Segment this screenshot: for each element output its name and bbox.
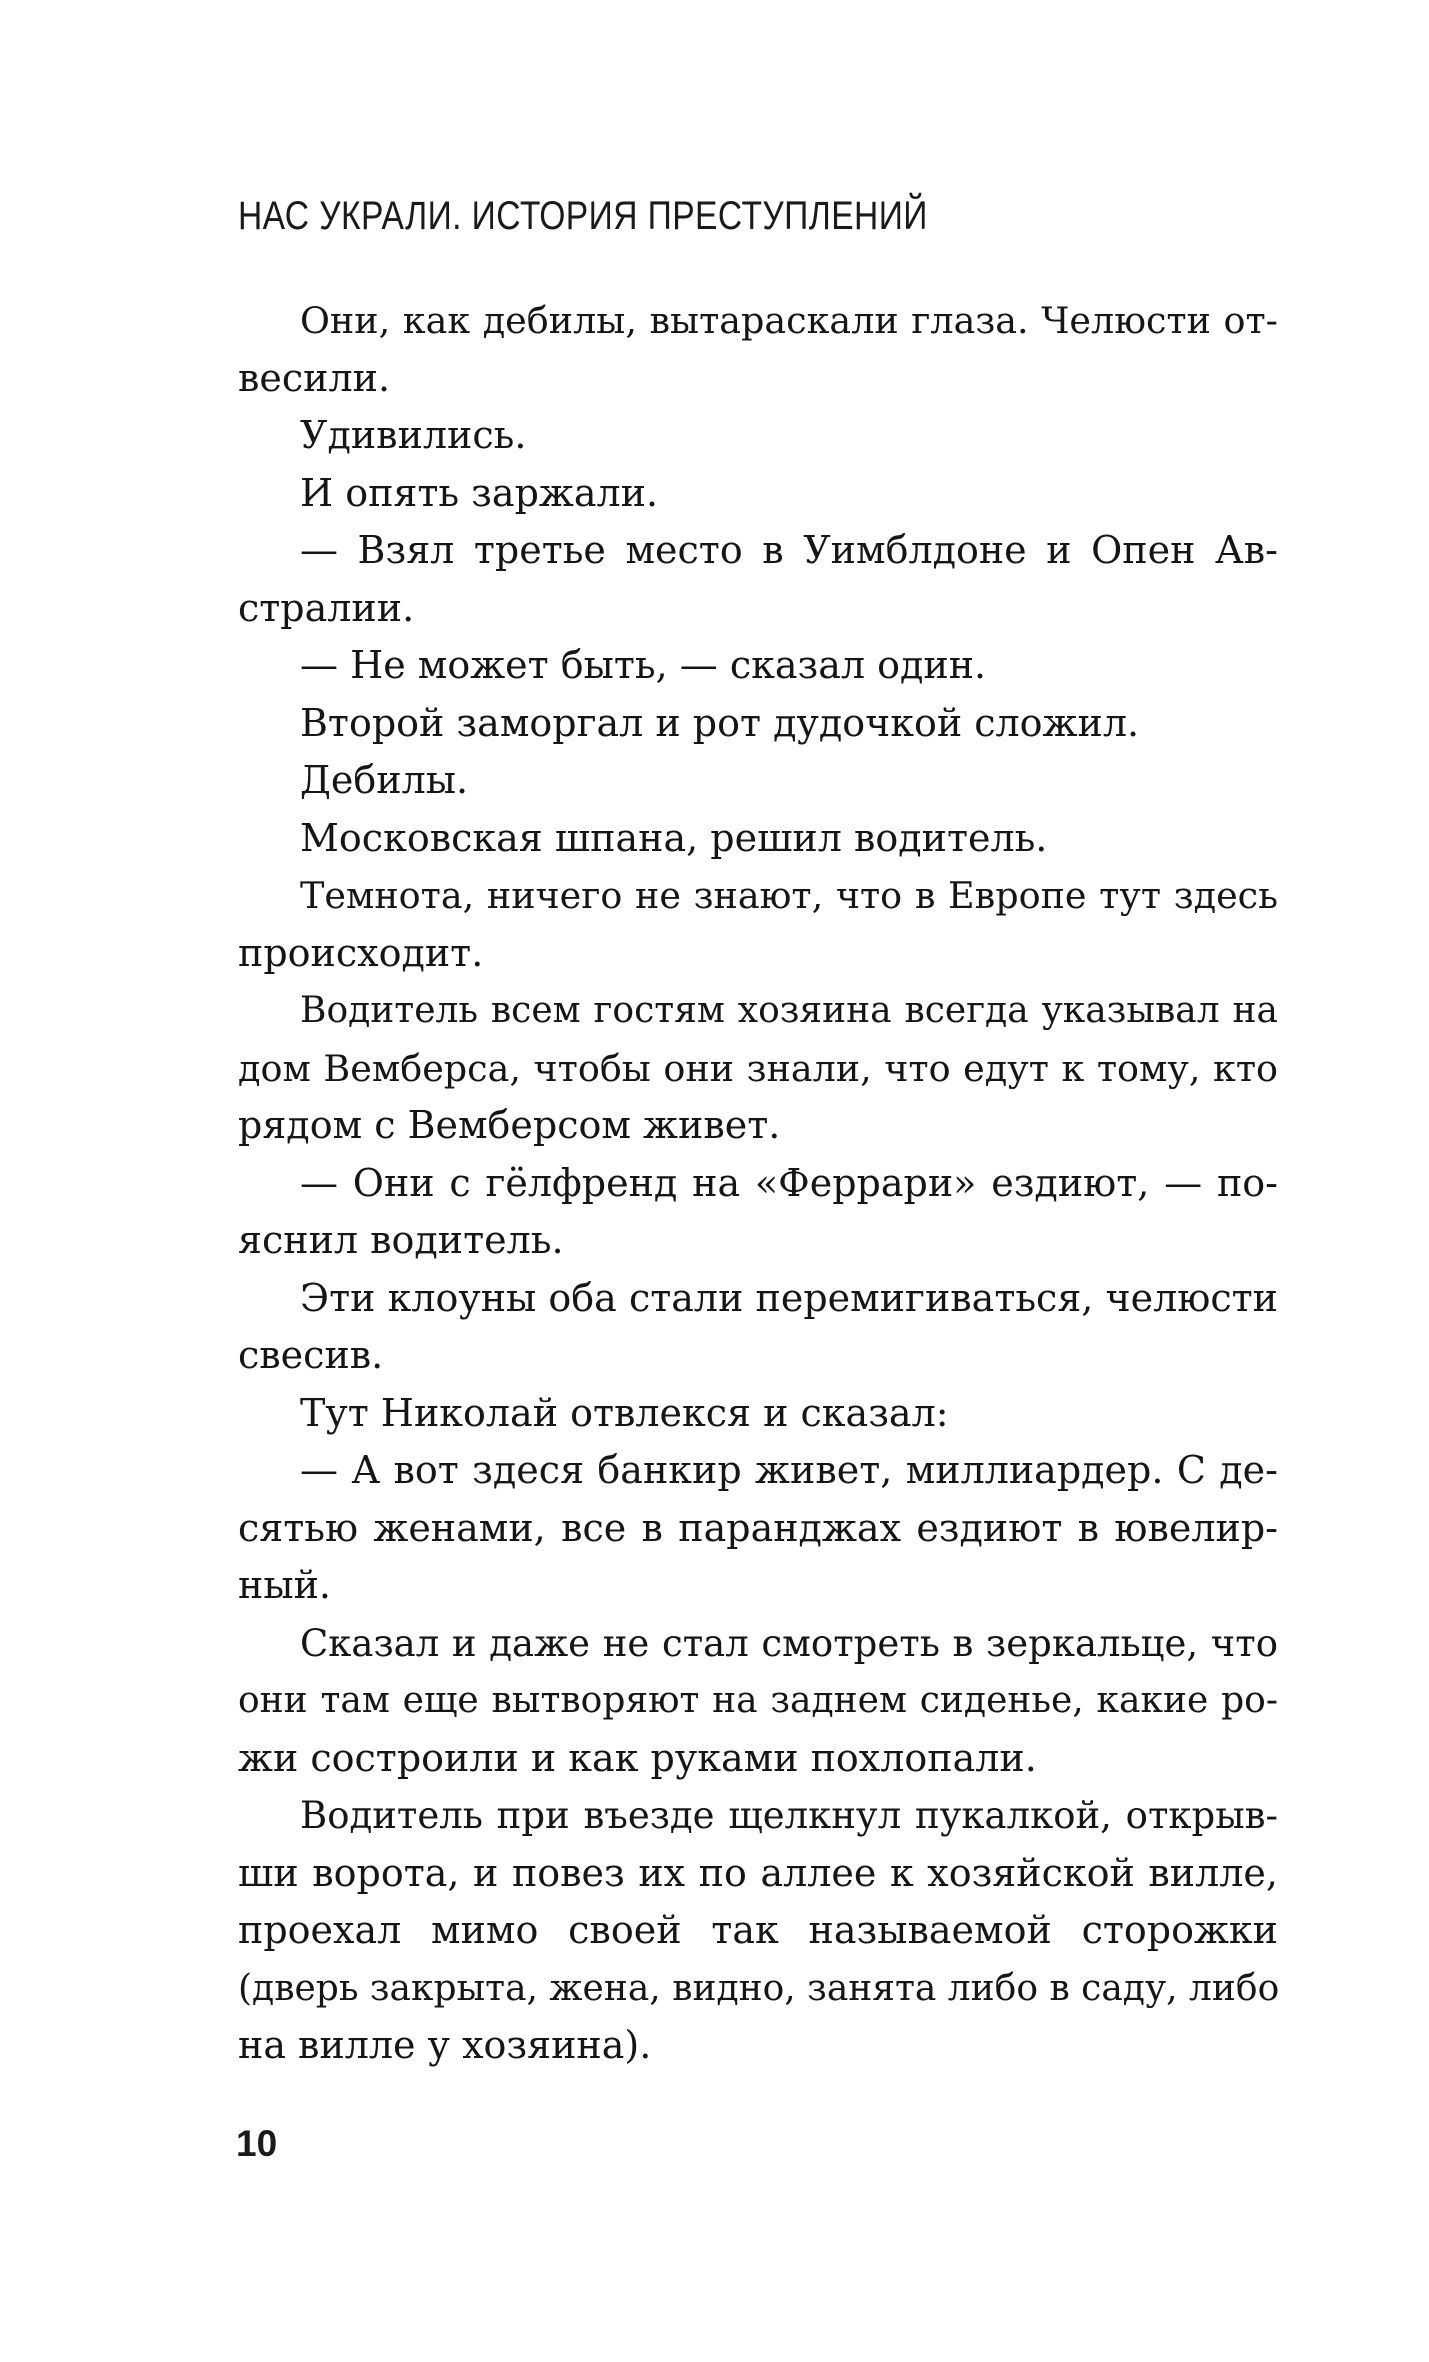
text-line: весили. xyxy=(238,355,391,400)
text-line: проехал мимо своей так называемой сторожки xyxy=(238,1908,1278,1952)
text-line: Темнота, ничего не знают, что в Европе тут здесь xyxy=(300,874,1278,917)
text-line: происходит. xyxy=(238,930,484,975)
text-line: — Взял третье место в Уимблдоне и Опен Ав- xyxy=(300,528,1278,572)
text-line: Сказал и даже не стал смотреть в зеркальце, что xyxy=(300,1621,1278,1665)
text-line: Водитель при въезде щелкнул пукалкой, открыв- xyxy=(300,1794,1278,1837)
text-line: они там еще вытворяют на заднем сиденье, какие ро- xyxy=(238,1680,1278,1721)
text-line: дом Вемберса, чтобы они знали, что едут к тому, кто xyxy=(238,1046,1278,1090)
text-line: ный. xyxy=(238,1563,331,1607)
text-line: И опять заржали. xyxy=(300,470,659,515)
text-line: свесив. xyxy=(238,1333,384,1377)
text-line: Удивились. xyxy=(300,413,527,457)
text-line: — Они с гёлфренд на «Феррари» ездиют, — по- xyxy=(300,1160,1278,1205)
text-line: яснил водитель. xyxy=(238,1218,564,1262)
text-line: Эти клоуны оба стали перемигиваться, челюсти xyxy=(300,1275,1278,1320)
page-number: 10 xyxy=(236,2123,278,2164)
text-line: — Не может быть, — сказал один. xyxy=(300,643,987,687)
text-line: Водитель всем гостям хозяина всегда указывал на xyxy=(300,990,1278,1031)
text-line: Дебилы. xyxy=(300,758,469,802)
text-line: Они, как дебилы, вытараскали глаза. Челюсти от- xyxy=(300,299,1278,342)
text-line: Второй заморгал и рот дудочкой сложил. xyxy=(300,700,1140,745)
text-line: на вилле у хозяина). xyxy=(238,2023,652,2067)
text-line: рядом с Вемберсом живет. xyxy=(238,1103,781,1147)
text-line: — А вот здеся банкир живет, миллиардер. С де- xyxy=(300,1448,1278,1492)
running-title: НАС УКРАЛИ. ИСТОРИЯ ПРЕСТУПЛЕНИЙ xyxy=(238,194,928,238)
text-line: сятью женами, все в паранджах ездиют в ювелир- xyxy=(238,1505,1278,1550)
text-line: стралии. xyxy=(238,585,415,630)
text-line: жи состроили и как руками похлопали. xyxy=(238,1735,1037,1780)
body-text xyxy=(238,292,1278,2075)
text-line: (дверь закрыта, жена, видно, занята либо в саду, либо xyxy=(238,1967,1280,2009)
text-line: Тут Николай отвлекся и сказал: xyxy=(300,1390,949,1435)
text-line: ши ворота, и повез их по аллее к хозяйской вилле, xyxy=(238,1850,1278,1895)
text-line: Московская шпана, решил водитель. xyxy=(300,815,1048,860)
